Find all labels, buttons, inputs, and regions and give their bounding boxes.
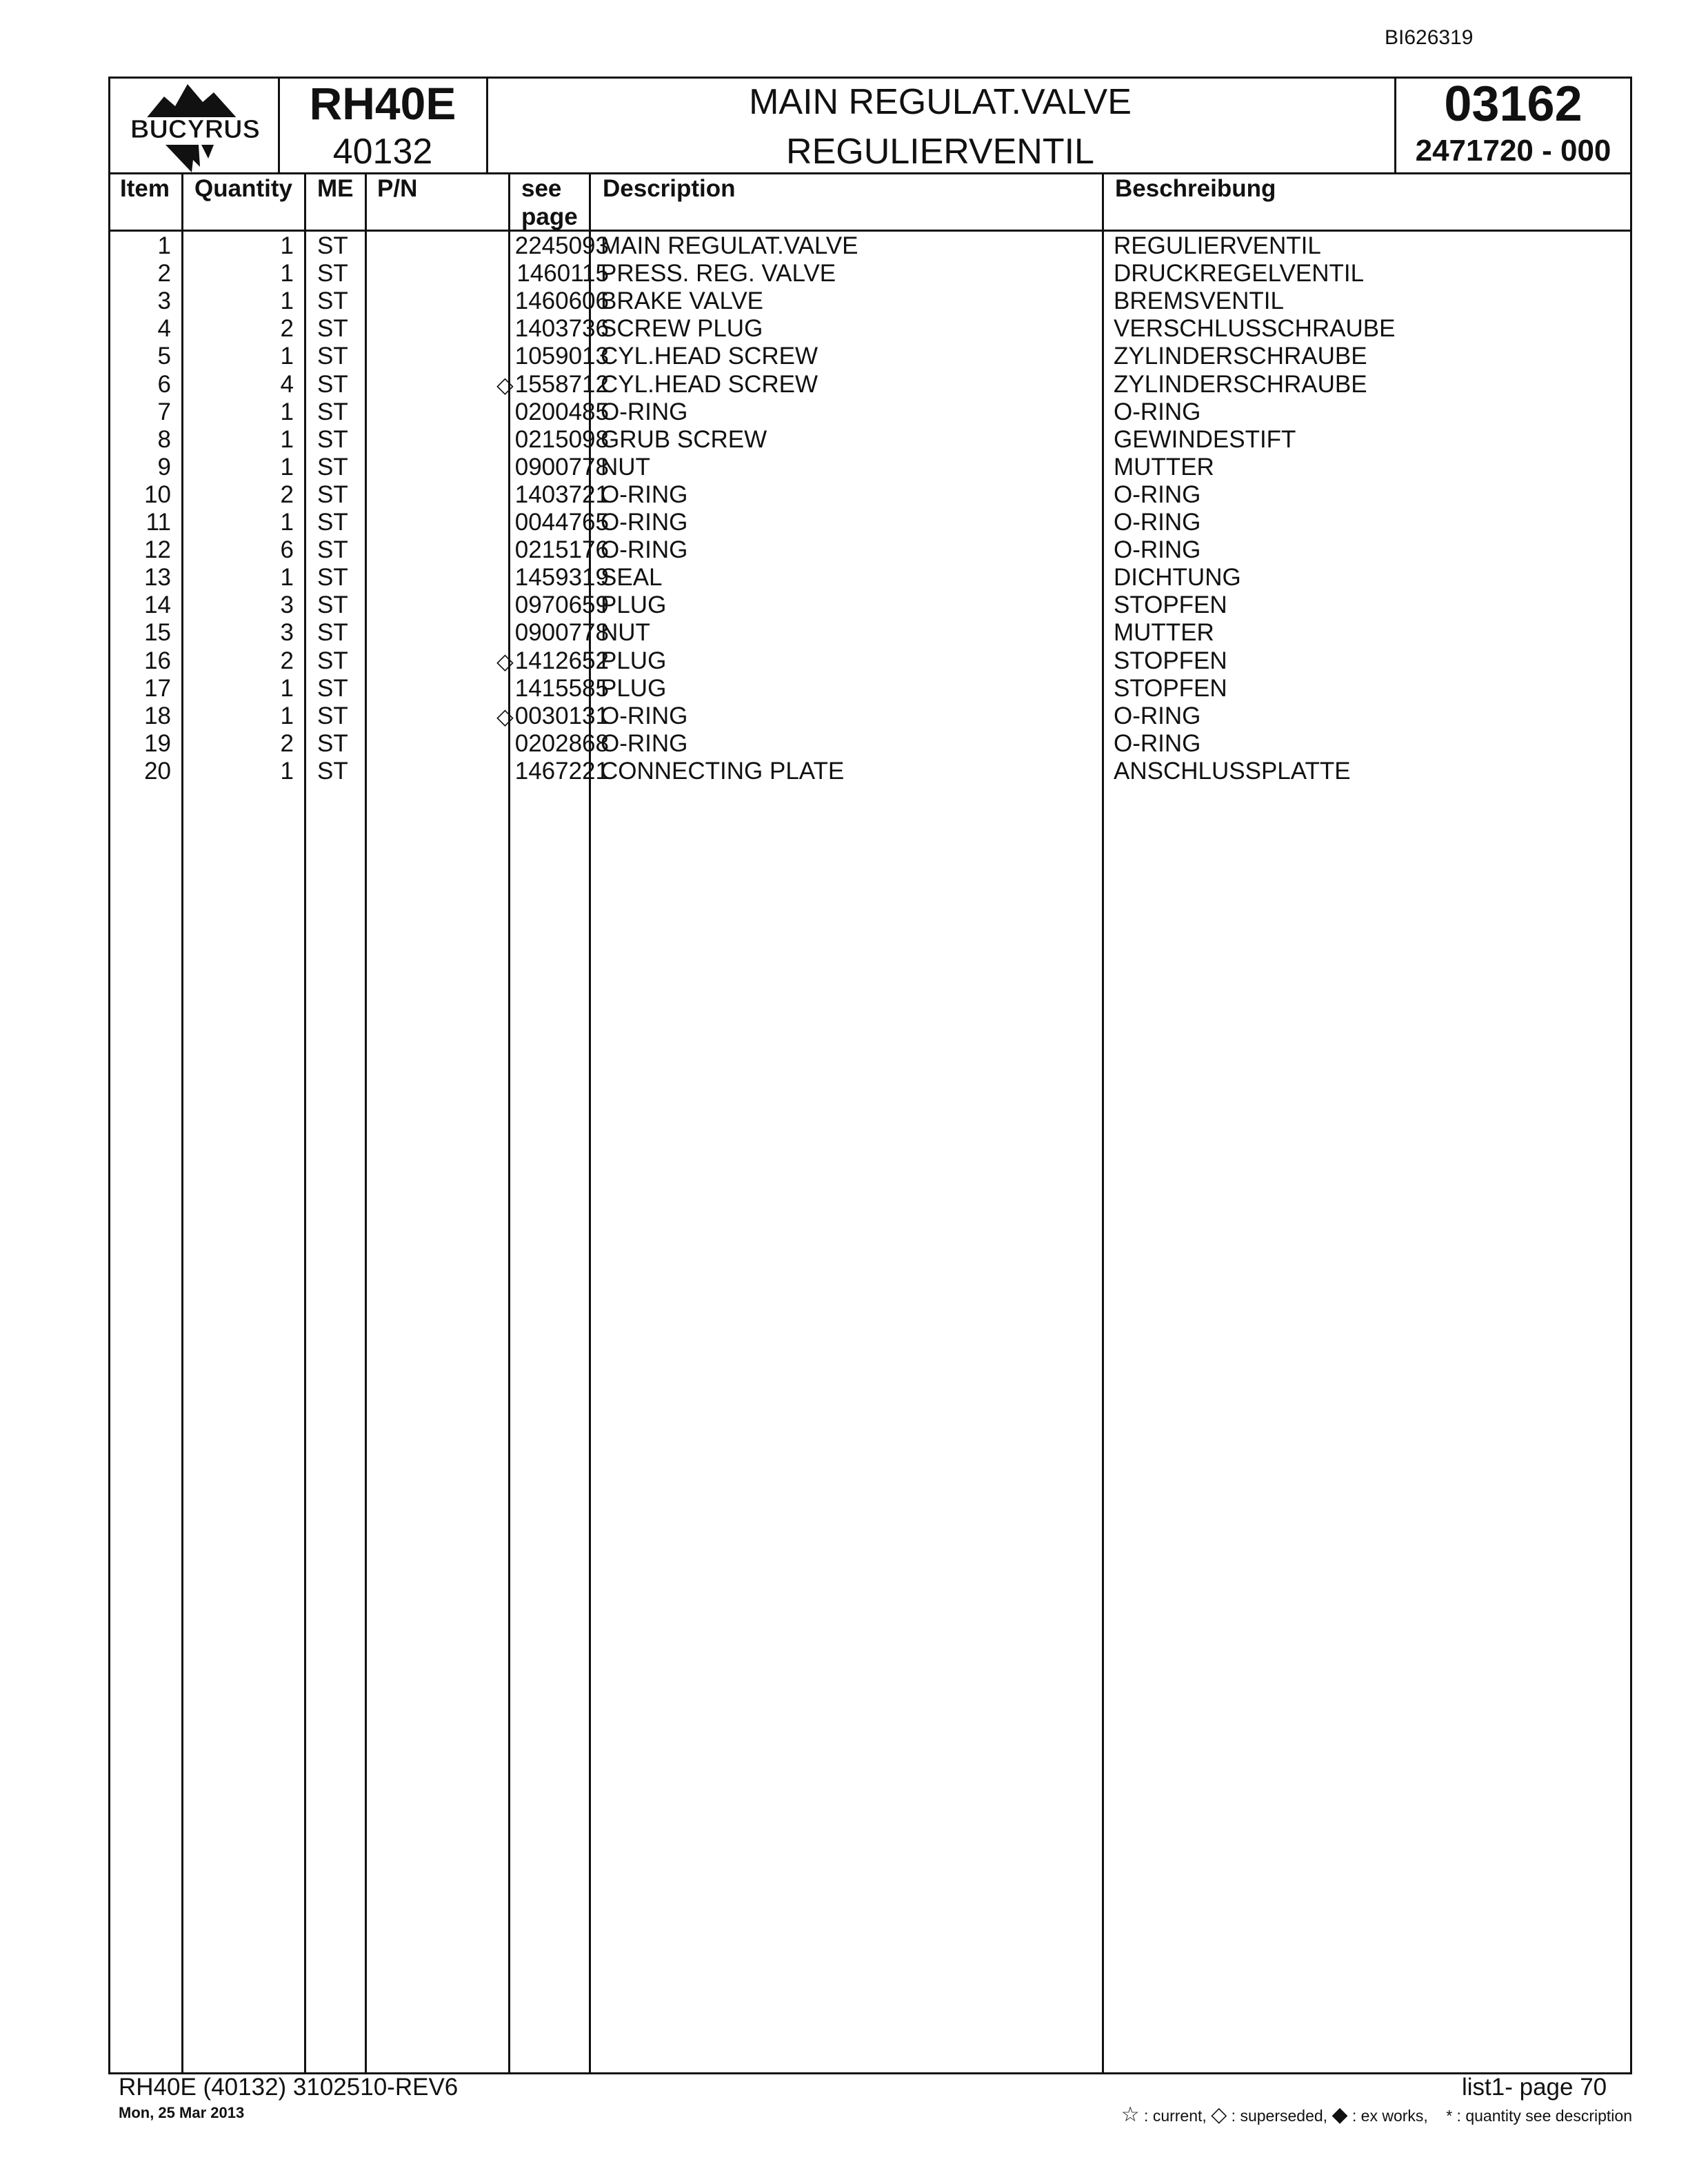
table-row (110, 232, 1630, 260)
part-number: 0900778 (514, 619, 609, 647)
description: SEAL (601, 564, 663, 592)
column-header-divider (108, 230, 1632, 232)
column-header-quantity: Quantity (194, 175, 292, 202)
quantity: 2 (280, 647, 294, 674)
part-number-cell (376, 481, 609, 509)
beschreibung: GEWINDESTIFT (1114, 425, 1296, 453)
part-number: 0215098 (514, 425, 609, 453)
quantity: 1 (280, 287, 294, 315)
item-number: 16 (144, 647, 171, 674)
beschreibung: ANSCHLUSSPLATTE (1114, 757, 1351, 785)
part-number: 0044765 (514, 509, 609, 536)
part-number: 1415585 (514, 674, 609, 702)
description: O-RING (601, 481, 688, 508)
unit: ST (317, 260, 348, 287)
legend-quantity-note: * : quantity see description (1446, 2107, 1632, 2125)
beschreibung: O-RING (1114, 398, 1201, 425)
table-row (110, 564, 1630, 592)
footer-page-number: list1- page 70 (1462, 2074, 1607, 2101)
item-number: 13 (144, 564, 171, 592)
beschreibung: DICHTUNG (1114, 564, 1241, 592)
part-number-cell (376, 260, 609, 287)
column-header-see: see (521, 175, 562, 202)
quantity: 4 (280, 370, 294, 398)
beschreibung: O-RING (1114, 729, 1201, 757)
description: GRUB SCREW (601, 425, 767, 453)
beschreibung: O-RING (1114, 702, 1201, 729)
table-row (110, 758, 1630, 785)
item-number: 2 (157, 260, 171, 287)
description: PLUG (601, 647, 667, 674)
part-number-cell (376, 426, 609, 454)
beschreibung: ZYLINDERSCHRAUBE (1114, 343, 1367, 370)
unit: ST (317, 287, 348, 315)
table-row (110, 730, 1630, 758)
table-row (110, 454, 1630, 481)
table-row (110, 287, 1630, 315)
item-number: 8 (157, 425, 171, 453)
item-number: 4 (157, 315, 171, 343)
unit: ST (317, 729, 348, 757)
item-number: 5 (157, 343, 171, 370)
unit: ST (317, 315, 348, 343)
footer-reference: RH40E (40132) 3102510-REV6 (119, 2074, 459, 2101)
superseded-icon: ◇ (496, 703, 514, 729)
unit: ST (317, 647, 348, 674)
quantity: 1 (280, 260, 294, 287)
part-number: 0900778 (514, 453, 609, 481)
part-number-cell (376, 371, 609, 398)
table-row (110, 647, 1630, 675)
current-star-icon: ☆ (1121, 2103, 1140, 2126)
unit: ST (317, 509, 348, 536)
part-number: 1558712 (514, 370, 609, 398)
unit: ST (317, 592, 348, 619)
table-row (110, 619, 1630, 647)
document-id: BI626319 (1385, 26, 1474, 49)
quantity: 1 (280, 232, 294, 259)
part-number-cell (376, 509, 609, 536)
part-number-cell (376, 730, 609, 758)
quantity: 1 (280, 343, 294, 370)
item-number: 3 (157, 287, 171, 315)
item-number: 11 (145, 509, 171, 536)
unit: ST (317, 481, 348, 508)
table-row (110, 675, 1630, 702)
item-number: 15 (144, 619, 171, 647)
bucyrus-logo-icon (117, 77, 272, 172)
unit: ST (317, 425, 348, 453)
part-number: 1467221 (514, 757, 609, 785)
drawing-number: 2471720 - 000 (1415, 134, 1611, 168)
table-row (110, 371, 1630, 398)
item-number: 18 (144, 702, 171, 729)
beschreibung: DRUCKREGELVENTIL (1114, 260, 1365, 287)
item-number: 1 (157, 232, 171, 259)
description: O-RING (601, 509, 688, 536)
beschreibung: BREMSVENTIL (1114, 287, 1284, 315)
beschreibung: O-RING (1114, 509, 1201, 536)
column-header-item: Item (120, 175, 170, 202)
description: NUT (601, 619, 650, 647)
beschreibung: VERSCHLUSSCHRAUBE (1114, 315, 1396, 343)
description: CYL.HEAD SCREW (601, 370, 818, 398)
superseded-icon: ◇ (496, 372, 514, 397)
beschreibung: MUTTER (1114, 619, 1214, 647)
unit: ST (317, 453, 348, 481)
superseded-diamond-icon: ◇ (1211, 2103, 1227, 2126)
header-divider (108, 172, 1632, 174)
beschreibung: ZYLINDERSCHRAUBE (1114, 370, 1367, 398)
part-number-cell (376, 315, 609, 343)
item-number: 10 (144, 481, 171, 508)
description: O-RING (601, 398, 688, 425)
item-number: 14 (144, 592, 171, 619)
quantity: 1 (280, 702, 294, 729)
unit: ST (317, 674, 348, 702)
part-number-cell (376, 702, 609, 730)
description: O-RING (601, 702, 688, 729)
part-number: 1059013 (514, 343, 609, 370)
part-number: 0215176 (514, 536, 609, 564)
description: PLUG (601, 592, 667, 619)
item-number: 20 (144, 757, 171, 785)
svg-text:BUCYRUS: BUCYRUS (130, 115, 260, 144)
table-row (110, 509, 1630, 536)
quantity: 2 (280, 729, 294, 757)
beschreibung: MUTTER (1114, 453, 1214, 481)
legend-ex-works: : ex works, (1352, 2107, 1428, 2125)
description: SCREW PLUG (601, 315, 763, 343)
column-header-description: Description (603, 175, 736, 202)
machine-model: RH40E (309, 78, 456, 129)
description: NUT (601, 453, 650, 481)
footer-date: Mon, 25 Mar 2013 (119, 2104, 245, 2121)
machine-model-number: 40132 (332, 132, 433, 172)
description: CYL.HEAD SCREW (601, 343, 818, 370)
unit: ST (317, 343, 348, 370)
table-row (110, 260, 1630, 287)
beschreibung: REGULIERVENTIL (1114, 232, 1321, 259)
symbol-legend (1069, 2103, 1632, 2127)
part-number-cell (376, 675, 609, 702)
description: CONNECTING PLATE (601, 757, 845, 785)
quantity: 1 (280, 757, 294, 785)
bucyrus-logo (117, 77, 272, 172)
column-header-beschreibung: Beschreibung (1115, 175, 1276, 202)
part-number-cell (376, 287, 609, 315)
quantity: 1 (280, 509, 294, 536)
table-row (110, 702, 1630, 730)
item-number: 9 (157, 453, 171, 481)
description: MAIN REGULAT.VALVE (601, 232, 858, 259)
item-number: 7 (157, 398, 171, 425)
quantity: 1 (280, 425, 294, 453)
unit: ST (317, 232, 348, 259)
unit: ST (317, 536, 348, 564)
quantity: 1 (280, 674, 294, 702)
part-number-cell (376, 592, 609, 619)
item-number: 6 (157, 370, 171, 398)
beschreibung: O-RING (1114, 536, 1201, 564)
unit: ST (317, 370, 348, 398)
beschreibung: STOPFEN (1114, 674, 1227, 702)
item-number: 19 (144, 729, 171, 757)
column-header-pn: P/N (377, 175, 418, 202)
quantity: 3 (280, 592, 294, 619)
part-number-cell (376, 564, 609, 592)
quantity: 1 (280, 453, 294, 481)
group-number: 03162 (1444, 77, 1582, 132)
table-row (110, 398, 1630, 426)
quantity: 1 (280, 398, 294, 425)
unit: ST (317, 702, 348, 729)
legend-current: : current, (1144, 2107, 1207, 2125)
part-number: 1460115 (516, 260, 609, 287)
description: O-RING (601, 536, 688, 564)
part-number: 0200485 (514, 398, 609, 425)
part-number-cell (376, 758, 609, 785)
part-number: 1460606 (514, 287, 609, 315)
unit: ST (317, 398, 348, 425)
table-row (110, 426, 1630, 454)
beschreibung: O-RING (1114, 481, 1201, 508)
table-row (110, 343, 1630, 370)
part-number: 1459319 (514, 564, 609, 592)
item-number: 17 (144, 674, 171, 702)
part-number: 1403736 (514, 315, 609, 343)
quantity: 2 (280, 481, 294, 508)
part-number: 0202868 (514, 729, 609, 757)
ex-works-diamond-icon: ◆ (1332, 2103, 1348, 2126)
quantity: 1 (280, 564, 294, 592)
part-number: 1403721 (514, 481, 609, 508)
table-row (110, 536, 1630, 564)
assembly-title-german: REGULIERVENTIL (786, 132, 1094, 172)
part-number: 0970659 (514, 592, 609, 619)
table-row (110, 315, 1630, 343)
table-row (110, 592, 1630, 619)
description: BRAKE VALVE (601, 287, 764, 315)
assembly-title-english: MAIN REGULAT.VALVE (749, 82, 1132, 122)
part-number: 1412652 (514, 647, 609, 674)
part-number-cell (376, 647, 609, 675)
quantity: 3 (280, 619, 294, 647)
unit: ST (317, 564, 348, 592)
quantity: 6 (280, 536, 294, 564)
unit: ST (317, 619, 348, 647)
description: PLUG (601, 674, 667, 702)
part-number-cell (376, 619, 609, 647)
legend-superseded: : superseded, (1231, 2107, 1328, 2125)
part-number-cell (376, 343, 609, 370)
item-number: 12 (144, 536, 171, 564)
beschreibung: STOPFEN (1114, 647, 1227, 674)
superseded-icon: ◇ (496, 648, 514, 674)
column-header-page: page (521, 203, 578, 230)
part-number-cell (376, 454, 609, 481)
part-number-cell (376, 232, 609, 260)
part-number: 0030131 (514, 702, 609, 729)
part-number: 2245093 (514, 232, 609, 259)
description: O-RING (601, 729, 688, 757)
column-header-me: ME (317, 175, 354, 202)
unit: ST (317, 757, 348, 785)
table-row (110, 481, 1630, 509)
description: PRESS. REG. VALVE (601, 260, 836, 287)
quantity: 2 (280, 315, 294, 343)
part-number-cell (376, 536, 609, 564)
beschreibung: STOPFEN (1114, 592, 1227, 619)
part-number-cell (376, 398, 609, 426)
